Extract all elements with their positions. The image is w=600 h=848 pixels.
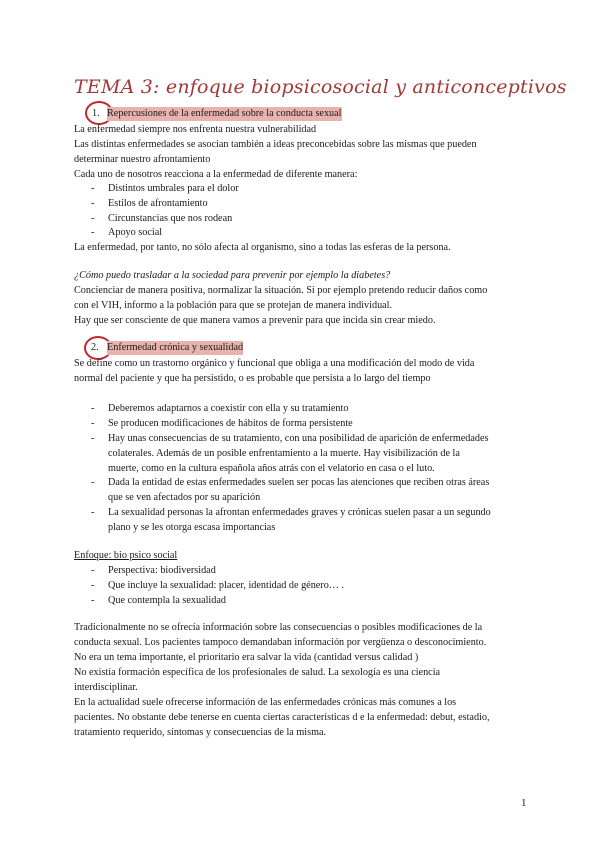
final-line: En la actualidad suele ofrecerse información de las enfermedades crónicas más comunes a los (74, 697, 457, 708)
section-1-bullet: Apoyo social (108, 227, 163, 238)
enfoque-bullet: Que contempla la sexualidad (108, 595, 226, 606)
section-2-line: Se define como un trastorno orgánico y funcional que obliga a una modificación del modo de vida (74, 358, 475, 369)
enfoque-bullet: Que incluye la sexualidad: placer, identidad de género… . (108, 580, 345, 591)
section-2-bullet: Dada la entidad de estas enfermedades suelen ser pocas las atenciones que reciben otras áreas (108, 477, 490, 488)
bullet-dash: - (91, 418, 95, 429)
bullet-dash: - (91, 227, 95, 238)
section-2-bullet: Se producen modificaciones de hábitos de forma persistente (108, 418, 353, 429)
page-number: 1 (521, 797, 527, 809)
enfoque-heading: Enfoque: bio psico social (74, 550, 178, 561)
bullet-dash: - (91, 507, 95, 518)
final-line: No existía formación específica de los profesionales de salud. La sexología es una ciencia (74, 667, 441, 678)
bullet-dash: - (91, 213, 95, 224)
bullet-dash: - (91, 477, 95, 488)
section-1-line: Las distintas enfermedades se asocian también a ideas preconcebidas sobre las mismas que pueden (74, 139, 477, 150)
section-1-closing: La enfermedad, por tanto, no sólo afecta al organismo, sino a todas las esferas de la persona. (74, 242, 451, 253)
section-1-line: determinar nuestro afrontamiento (74, 154, 211, 165)
section-1-bullet: Estilos de afrontamiento (108, 198, 208, 209)
final-line: interdisciplinar. (74, 682, 138, 693)
question-answer-line: con el VIH, informo a la población para que se protejan de manera individual. (74, 300, 393, 311)
section-1-heading: Repercusiones de la enfermedad sobre la conducta sexual (107, 108, 342, 119)
bullet-dash: - (91, 198, 95, 209)
section-2-bullet-continued: plano y se les otorga escasa importancias (108, 522, 276, 533)
final-line: Tradicionalmente no se ofrecía información sobre las consecuencias o posibles modificaciones de la (74, 622, 483, 633)
section-2-bullet: La sexualidad personas la afrontan enfermedades graves y crónicas suelen pasar a un segundo (108, 507, 491, 518)
question-answer-line: Hay que ser consciente de que manera vamos a prevenir para que incida sin crear miedo. (74, 315, 436, 326)
section-1-line: Cada uno de nosotros reacciona a la enfermedad de diferente manera: (74, 169, 358, 180)
final-line: pacientes. No obstante debe tenerse en cuenta ciertas características d e la enfermedad: debut, estadio, (74, 712, 490, 723)
bullet-dash: - (91, 580, 95, 591)
bullet-dash: - (91, 565, 95, 576)
final-line: No era un tema importante, el prioritario era salvar la vida (cantidad versus calidad ) (74, 652, 419, 663)
question-line: ¿Cómo puedo trasladar a la sociedad para prevenir por ejemplo la diabetes? (74, 270, 391, 281)
bullet-dash: - (91, 183, 95, 194)
section-2-bullet: Deberemos adaptarnos a coexistir con ella y su tratamiento (108, 403, 349, 414)
section-2-bullet-continued: muerte, como en la cultura española años atrás con el velatorio en casa o el luto. (108, 463, 435, 474)
enfoque-bullet: Perspectiva: biodiversidad (108, 565, 216, 576)
section-1-number: 1. (92, 108, 100, 119)
section-1-line: La enfermedad siempre nos enfrenta nuestra vulnerabilidad (74, 124, 317, 135)
section-2-bullet: Hay unas consecuencias de su tratamiento, con una posibilidad de aparición de enfermedades (108, 433, 489, 444)
section-2-line: normal del paciente y que ha persistido, o es probable que persista a lo largo del tiempo (74, 373, 431, 384)
bullet-dash: - (91, 595, 95, 606)
section-2-bullet-continued: que se ven afectados por su aparición (108, 492, 261, 503)
section-2-heading: Enfermedad crónica y sexualidad (107, 342, 244, 353)
bullet-dash: - (91, 403, 95, 414)
question-answer-line: Concienciar de manera positiva, normalizar la situación. Si por ejemplo pretendo reducir daños como (74, 285, 488, 296)
section-2-number: 2. (91, 342, 99, 353)
final-line: tratamiento requerido, síntomas y consecuencias de la misma. (74, 727, 327, 738)
section-1-bullet: Circunstancias que nos rodean (108, 213, 233, 224)
document-title: TEMA 3: enfoque biopsicosocial y anticonceptivos (74, 76, 567, 98)
section-1-bullet: Distintos umbrales para el dolor (108, 183, 239, 194)
section-2-bullet-continued: colaterales. Además de un posible enfrentamiento a la muerte. Hay visibilización de la (108, 448, 460, 459)
bullet-dash: - (91, 433, 95, 444)
final-line: conducta sexual. Los pacientes tampoco demandaban información por vergüenza o desconocimiento. (74, 637, 487, 648)
